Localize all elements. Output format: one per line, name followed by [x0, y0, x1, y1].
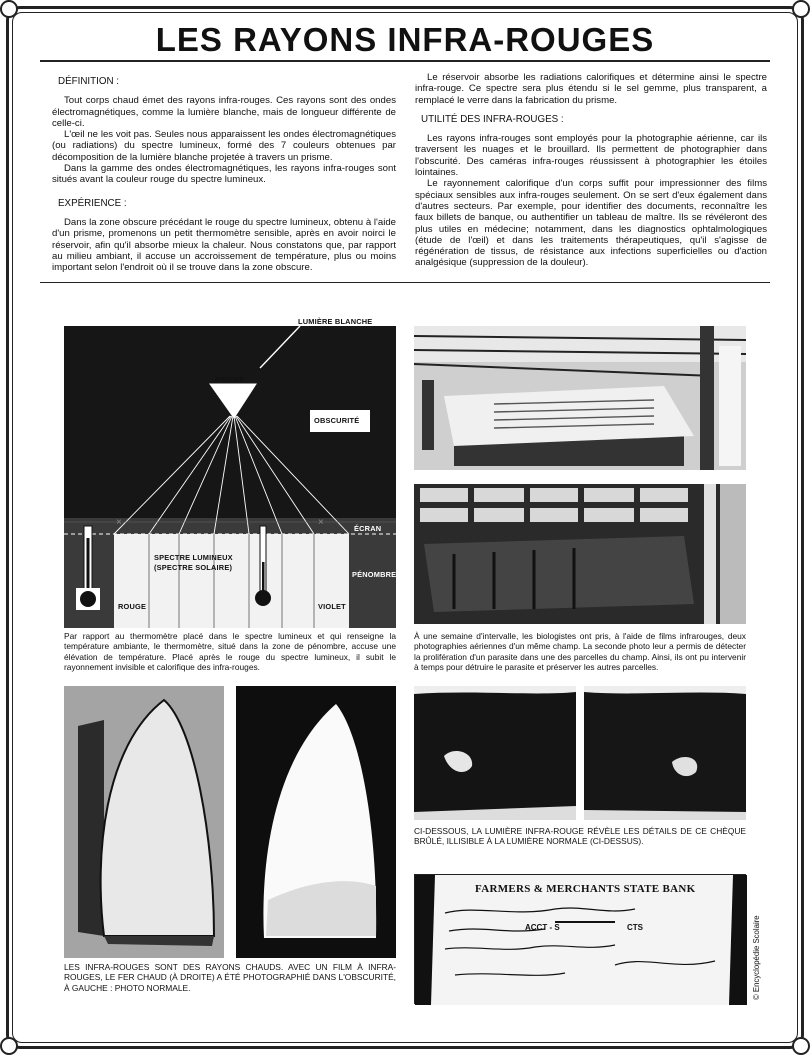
- frame-corner-ornament: [792, 1037, 810, 1055]
- aerial-caption: À une semaine d'intervalle, les biologistes ont pris, à l'aide de films infrarouges, deux photographies aériennes d'un même champ. La seconde photo leur a permis de détecter la prolifération d'un parasite dans une des parcelles du champ. Ainsi, ils ont pu intervenir à temps pour détruire le parasite et préserver les autres parcelles.: [414, 631, 746, 673]
- cheque-bank-name: FARMERS & MERCHANTS STATE BANK: [475, 883, 696, 895]
- definition-paragraph: Tout corps chaud émet des rayons infra-rouges. Ces rayons sont des ondes électromagnétiques, comme la lumière blanche, mais de longueur différente de celle-ci.: [52, 95, 396, 129]
- iron-photo-normal-svg: [64, 686, 224, 958]
- utility-paragraph: Les rayons infra-rouges sont employés pour la photographie aérienne, car ils traversent les nuages et le brouillard. Ils permettent de photographier dans l'obscurité. Des caméras infra-rouges réussissent à photographier les étoiles lointaines.: [415, 133, 767, 179]
- prism-diagram-svg: [64, 326, 396, 628]
- burnt-cheque-normal-left-svg: [414, 686, 576, 820]
- label-screen: ÉCRAN: [354, 524, 382, 533]
- burnt-cheque-normal-right-svg: [584, 686, 746, 820]
- burnt-cheque-infrared: [414, 874, 746, 1004]
- intro-paragraph: Le réservoir absorbe les radiations calorifiques et détermine ainsi le spectre infra-rouge. Ce spectre sera plus étendu si le sel gemme, plus transparent, a remplacé le verre dans la fabrication du prisme.: [415, 72, 767, 106]
- aerial-photo-first: [414, 326, 746, 470]
- page-title: LES RAYONS INFRA-ROUGES: [155, 21, 655, 58]
- right-text-column: [415, 72, 767, 269]
- cheque-cts-label: CTS: [627, 923, 643, 932]
- utility-paragraph: Le rayonnement calorifique d'un corps suffit pour impressionner des films spéciaux sensibles aux infra-rouges seulement. On se sert d'eux également dans d'autres secteurs. Par exemple, pour identifier des documents, reconnaître les faux billets de banque, ou authentifier un tableau de maître. Ils se révéleront des plus utiles en médecine; notamment, dans les diagnostics ophtalmologiques (étude de l'œil) et dans les traitements thérapeutiques, qu'il s'agisse de régénération de tissus, de résistance aux infections superficielles ou d'action analgésique (suppression de la douleur).: [415, 178, 767, 269]
- label-spectrum: SPECTRE LUMINEUX (SPECTRE SOLAIRE): [154, 553, 233, 572]
- burnt-cheque-normal-right: [584, 686, 746, 820]
- left-text-column: [52, 72, 396, 273]
- iron-caption: LES INFRA-ROUGES SONT DES RAYONS CHAUDS. AVEC UN FILM À INFRA-ROUGES, LE FER CHAUD (À DROITE) A ÉTÉ PHOTOGRAPHIÉ DANS L'OBSCURITÉ, À GAUCHE : PHOTO NORMALE.: [64, 962, 396, 993]
- definition-paragraph: Dans la gamme des ondes électromagnétiques, les rayons infra-rouges sont situés avant la couleur rouge du spectre lumineux.: [52, 163, 396, 186]
- iron-photo-normal: [64, 686, 224, 958]
- label-red: ROUGE: [118, 602, 147, 611]
- prism-caption: Par rapport au thermomètre placé dans le spectre lumineux et qui renseigne la température ambiante, le thermomètre, situé dans la zone de pénombre, accuse une élévation de température. Placé après le rouge du spectre lumineux, il subit le rayonnement invisible et calorifique des infra-rouges.: [64, 631, 396, 673]
- label-violet: VIOLET: [318, 602, 346, 611]
- utility-heading: UTILITÉ DES INFRA-ROUGES :: [421, 113, 564, 125]
- definition-paragraph: L'œil ne les voit pas. Seules nous apparaissent les ondes électromagnétiques (ou radiations) du spectre lumineux, formé des 7 couleurs obtenues par décomposition de la lumière blanche projetée à travers un prisme.: [52, 129, 396, 163]
- aerial-photo-second: [414, 484, 746, 624]
- prism-diagram: [64, 317, 397, 628]
- aerial-photo-second-svg: [414, 484, 746, 624]
- iron-photo-infrared: [236, 686, 396, 958]
- label-white-light: LUMIÈRE BLANCHE: [298, 317, 373, 326]
- definition-heading: DÉFINITION :: [58, 76, 119, 87]
- copyright-notice: © Encyclopédie Scolaire: [752, 915, 761, 1000]
- iron-photo-infrared-svg: [236, 686, 396, 958]
- label-prism: PRISME: [215, 375, 245, 384]
- label-darkness: OBSCURITÉ: [314, 416, 360, 425]
- burnt-cheque-normal-left: [414, 686, 576, 820]
- cheque-caption: CI-DESSOUS, LA LUMIÈRE INFRA-ROUGE RÉVÈLE LES DÉTAILS DE CE CHÈQUE BRÛLÉ, ILLISIBLE À LA LUMIÈRE NORMALE (CI-DESSUS).: [414, 826, 746, 847]
- aerial-photo-first-svg: [414, 326, 746, 470]
- section-separator: [40, 282, 770, 283]
- frame-corner-ornament: [792, 0, 810, 18]
- svg-text:×: ×: [318, 517, 324, 528]
- frame-corner-ornament: [0, 0, 18, 18]
- experience-heading: EXPÉRIENCE :: [58, 197, 127, 209]
- cheque-acct-label: ACCT - S: [525, 923, 560, 932]
- svg-text:×: ×: [116, 517, 122, 528]
- frame-corner-ornament: [0, 1037, 18, 1055]
- title-rule: [40, 60, 770, 62]
- experience-paragraph: Dans la zone obscure précédant le rouge du spectre lumineux, obtenu à l'aide d'un prisme, promenons un petit thermomètre sensible, après en avoir noirci le réservoir, afin qu'il absorbe mieux la chaleur. Nous constatons que, par rapport au milieu ambiant, il accuse un accroissement de température, plus ou moins important selon l'endroit où il se trouve dans la zone obscure.: [52, 216, 396, 274]
- label-penumbra: PÉNOMBRE: [352, 570, 397, 579]
